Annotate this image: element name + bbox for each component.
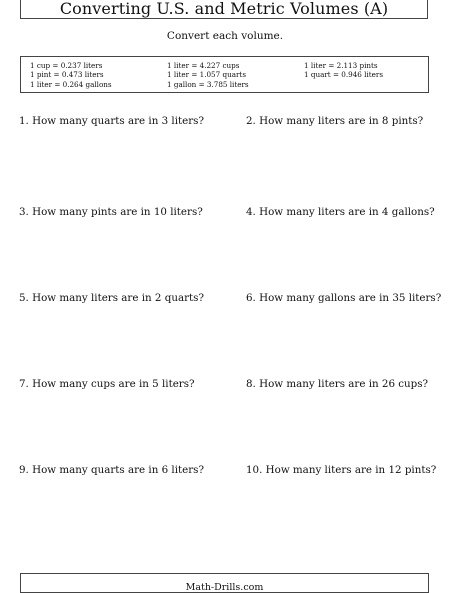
reference-item: 1 quart = 0.946 liters xyxy=(304,70,384,80)
reference-item: 1 liter = 1.057 quarts xyxy=(167,70,247,80)
worksheet-title-box xyxy=(20,0,428,19)
question-1: 1. How many quarts are in 3 liters? xyxy=(19,115,204,127)
footer-text: Math-Drills.com xyxy=(185,582,264,593)
reference-column-2 xyxy=(167,61,249,89)
reference-item: 1 pint = 0.473 liters xyxy=(30,70,104,80)
question-7: 7. How many cups are in 5 liters? xyxy=(19,378,195,390)
question-3: 3. How many pints are in 10 liters? xyxy=(19,206,203,218)
question-5: 5. How many liters are in 2 quarts? xyxy=(19,292,204,304)
reference-item: 1 liter = 0.264 gallons xyxy=(30,79,112,89)
instructions: Convert each volume. xyxy=(166,30,284,42)
footer-box xyxy=(20,573,429,593)
question-6: 6. How many gallons are in 35 liters? xyxy=(246,292,442,304)
worksheet-title: Converting U.S. and Metric Volumes (A) xyxy=(59,0,389,18)
question-10: 10. How many liters are in 12 pints? xyxy=(246,464,437,476)
reference-item: 1 liter = 4.227 cups xyxy=(167,61,240,70)
reference-column-1 xyxy=(30,61,112,89)
question-4: 4. How many liters are in 4 gallons? xyxy=(246,206,435,218)
conversion-reference-box xyxy=(20,56,429,93)
reference-item: 1 liter = 2.113 pints xyxy=(304,61,378,70)
question-8: 8. How many liters are in 26 cups? xyxy=(246,378,429,390)
reference-item: 1 gallon = 3.785 liters xyxy=(167,79,249,89)
reference-column-3 xyxy=(304,61,383,80)
question-9: 9. How many quarts are in 6 liters? xyxy=(19,464,204,476)
question-2: 2. How many liters are in 8 pints? xyxy=(246,115,424,127)
reference-item: 1 cup = 0.237 liters xyxy=(30,61,103,70)
